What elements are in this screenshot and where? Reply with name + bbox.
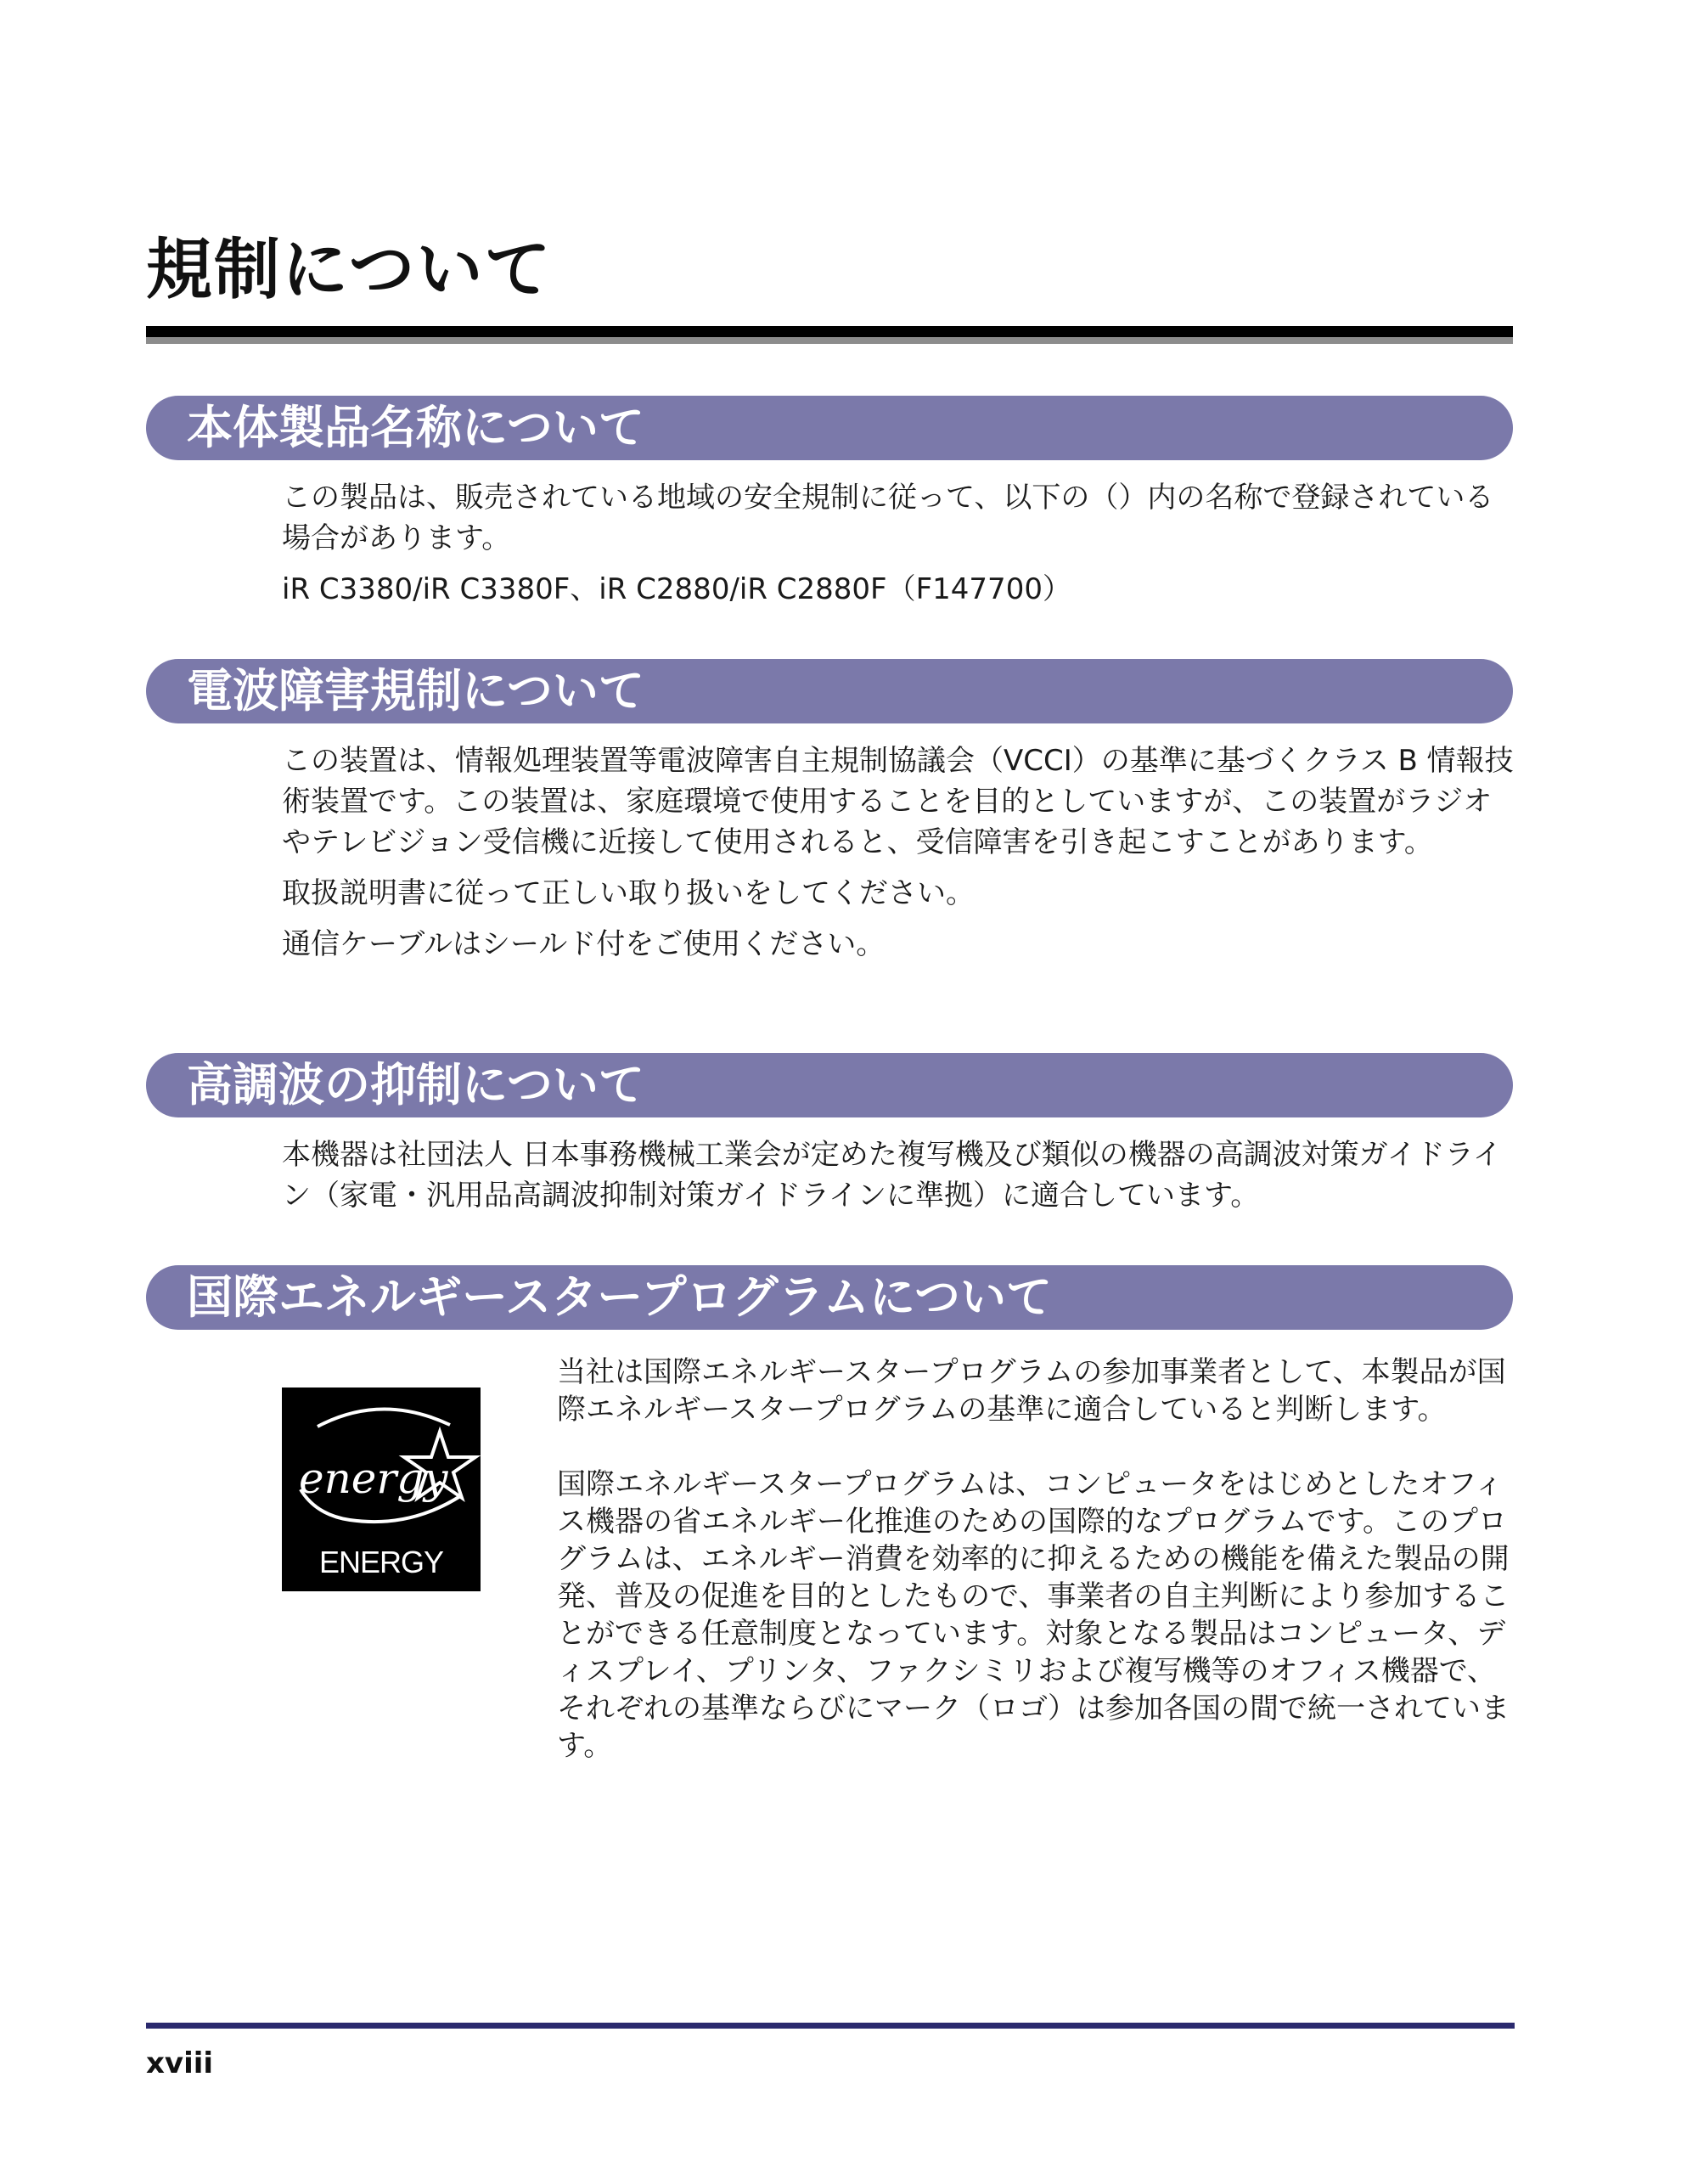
page-title: 規制について [146, 232, 553, 308]
title-rule [146, 326, 1513, 337]
section-body-harmonics [282, 1134, 1515, 1226]
paragraph: この装置は、情報処理装置等電波障害自主規制協議会（VCCI）の基準に基づくクラス B 情報技術装置です。この装置は、家庭環境で使用することを目的としていますが、この装置がラジオやテレビジョン受信機に近接して使用されると、受信障害を引き起こすことがあります。 [282, 744, 1514, 859]
energy-script-text: energy [299, 1454, 448, 1503]
section-body-energy-star [557, 1354, 1516, 1802]
paragraph: この製品は、販売されている地域の安全規制に従って、以下の（）内の名称で登録されている場合があります。 [282, 481, 1494, 555]
paragraph: 通信ケーブルはシールド付をご使用ください。 [282, 927, 886, 961]
section-heading-product-name [146, 396, 1513, 460]
paragraph: 当社は国際エネルギースタープログラムの参加事業者として、本製品が国際エネルギースタープログラムの基準に適合していると判断します。 [557, 1355, 1506, 1427]
energy-star-label: ENERGY STAR [318, 1545, 444, 1624]
section-heading-text: 高調波の抑制について [187, 1058, 644, 1112]
footer-rule [146, 2023, 1515, 2029]
section-heading-harmonics [146, 1053, 1513, 1117]
energy-star-icon [282, 1388, 481, 1540]
paragraph: 本機器は社団法人 日本事務機械工業会が定めた複写機及び類似の機器の高調波対策ガイドライン（家電・汎用品高調波抑制対策ガイドラインに準拠）に適合しています。 [282, 1138, 1502, 1213]
section-body-radio-interference [282, 740, 1515, 975]
paragraph: 取扱説明書に従って正しい取り扱いをしてください。 [282, 876, 975, 910]
section-body-product-name [282, 477, 1515, 620]
title-rule-shadow [146, 337, 1513, 344]
page-number: xviii [146, 2046, 214, 2080]
section-heading-energy-star [146, 1265, 1513, 1330]
paragraph-model-names: iR C3380/iR C3380F、iR C2880/iR C2880F（F147700） [282, 572, 1071, 606]
section-heading-text: 電波障害規制について [187, 664, 644, 718]
section-heading-text: 本体製品名称について [187, 401, 644, 454]
section-heading-radio-interference [146, 659, 1513, 723]
energy-star-logo [282, 1388, 481, 1624]
section-heading-text: 国際エネルギースタープログラムについて [187, 1270, 1052, 1324]
paragraph: 国際エネルギースタープログラムは、コンピュータをはじめとしたオフィス機器の省エネルギー化推進のための国際的なプログラムです。このプログラムは、エネルギー消費を効率的に抑えるための機能を備えた製品の開発、普及の促進を目的としたもので、事業者の自主判断により参加することができる任意制度となっています。対象となる製品はコンピュータ、ディスプレイ、プリンタ、ファクシミリおよび複写機等のオフィス機器で、それぞれの基準ならびにマーク（ロゴ）は参加各国の間で統一されています。 [557, 1467, 1510, 1763]
